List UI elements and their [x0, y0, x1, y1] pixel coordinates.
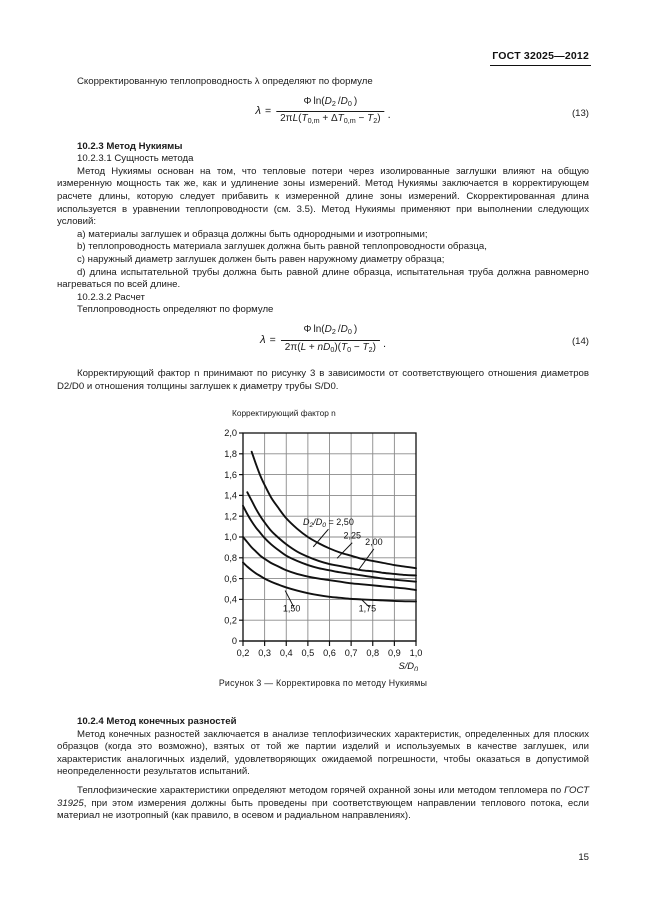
formula-14-lhs: λ: [259, 333, 266, 346]
formula-14: [260, 324, 386, 356]
heading-10-2-4: 10.2.4 Метод конечных разностей: [77, 716, 237, 727]
page-header: [492, 50, 589, 62]
paragraph-nukiyama-essence: Метод Нукиямы основан на том, что тепловые потери через изолированные заглушки влияют на общую измеренную мощность так же, как и удлинение зоны измерений. Метод Нукиямы заключается в корректирующем расчете длины, которую следует прибавить к измеренной длине зоны измерений. Скорректированная длина используется в уравнении теплопроводности (см. 3.5). Метод Нукиямы применяют при выполнении следующих условий:: [57, 165, 589, 228]
fd2-part1: Теплофизические характеристики определяют методом горячей охранной зоны или методом тепломера по: [77, 784, 565, 796]
formula-14-number: (14): [571, 335, 589, 347]
gost-reference: ГОСТ 31925: [57, 784, 589, 809]
x-axis-label: 0,2: [236, 648, 250, 658]
page-number: 15: [578, 852, 589, 863]
paragraph-correction-factor: Корректирующий фактор n принимают по рисунку 3 в зависимости от соответствующего отношения диаметров D2/D0 и отношения толщины заглушек к диаметру трубы S/D0.: [57, 367, 589, 392]
y-axis-label: 0,6: [224, 573, 237, 584]
x-axis-label: 0,9: [387, 648, 401, 658]
y-axis-label: 0,8: [224, 553, 237, 563]
paragraph-finite-difference-1: Метод конечных разностей заключается в анализе теплофизических характеристик, определенных для плоских образцов (когда это возможно), взятых от той же партии изделий и используемых в качестве заглушек, или характеристик аналогичных изделий, удовлетворяющих ожидаемой погрешности, чтобы оказаться в допустимой неопределенности результатов испытаний.: [57, 728, 589, 778]
formula-13-equals: =: [264, 105, 272, 118]
figure-caption: Рисунок 3 — Корректировка по методу Нукиямы: [218, 678, 428, 688]
formula-14-equals: =: [269, 333, 276, 346]
chart-annotation: 2,25: [343, 530, 361, 541]
y-axis-label: 1,4: [224, 490, 237, 501]
x-axis-label: 0,4: [279, 648, 293, 658]
x-axis-label: 0,3: [258, 648, 272, 658]
header-rule: [490, 65, 591, 66]
x-axis-label: 0,7: [344, 648, 358, 658]
condition-c: c) наружный диаметр заглушек должен быть равен наружному диаметру образца;: [77, 253, 445, 265]
chart-annotation: 1,50: [282, 603, 301, 614]
document-body: [57, 76, 589, 393]
formula-14-fraction: [281, 324, 380, 356]
x-axis-label: 0,6: [323, 648, 336, 658]
paragraph-finite-difference-2: [57, 785, 589, 823]
x-axis-label: 0,8: [366, 648, 380, 658]
subheading-10-2-3-2: 10.2.3.2 Расчет: [77, 291, 145, 303]
x-axis-title: $S/D_0$: [398, 660, 418, 671]
condition-b: b) теплопроводность материала заглушек должна быть равной теплопроводности образца,: [77, 241, 487, 253]
intro-paragraph: Скорректированную теплопроводность λ определяют по формуле: [77, 76, 373, 87]
formula-14-row: [57, 324, 589, 358]
y-axis-label: 0,4: [224, 594, 237, 605]
chart-annotation: 2,00: [365, 536, 383, 547]
subheading-10-2-3-1: 10.2.3.1 Сущность метода: [77, 153, 194, 165]
document-body-lower: [57, 716, 589, 823]
chart-curve: [252, 452, 416, 568]
formula-13-lhs: λ: [255, 105, 261, 118]
y-axis-label: 1,8: [224, 449, 237, 459]
condition-d: d) длина испытательной трубы должна быть равной длине образца, испытательная труба должна равномерно нагреваться по всей длине.: [57, 266, 589, 291]
x-axis-label: 1,0: [409, 648, 423, 658]
y-axis-label: 0: [231, 636, 237, 647]
formula-13: [255, 96, 390, 128]
condition-a: a) материалы заглушек и образца должны быть однородными и изотропными;: [77, 228, 428, 240]
formula-13-trailing: .: [387, 109, 391, 122]
formula-13-numerator: Φ $\ln(D_2$ $/D_0$ ): [303, 95, 358, 108]
chart-container: [210, 421, 440, 676]
correction-factor-chart: [210, 421, 440, 671]
chart-annotation: $D_2/D_0 = 2,50$: [302, 517, 354, 530]
calc-lead: Теплопроводность определяют по формуле: [77, 304, 274, 316]
y-axis-label: 1,2: [224, 511, 237, 522]
formula-13-number: (13): [571, 107, 589, 119]
standard-number: ГОСТ 32025—2012: [492, 50, 589, 62]
y-axis-label: 1,6: [224, 469, 237, 480]
x-axis-label: 0,5: [301, 648, 315, 658]
formula-13-fraction: [276, 96, 385, 128]
formula-13-row: [57, 96, 589, 130]
formula-14-denominator: $2\pi(L + nD_0)(T_0 - T_2)$: [284, 341, 376, 354]
formula-14-numerator: Φ $\ln(D_2$ $/D_0$ ): [303, 323, 358, 336]
chart-title: Корректирующий фактор n: [232, 408, 336, 418]
y-axis-label: 1,0: [224, 532, 237, 543]
y-axis-label: 0,2: [224, 615, 237, 626]
heading-10-2-3: 10.2.3 Метод Нукиямы: [77, 140, 183, 152]
chart-annotation: 1,75: [358, 603, 377, 614]
fd2-part2: , при этом измерения должны быть проведены при соответствующем направлении теплового потока, если материал не изотропный (как правило, в осевом и радиальном направлениях).: [57, 797, 589, 822]
y-axis-label: 2,0: [224, 428, 237, 439]
formula-13-denominator: $2\pi L(T_{0,m} + \Delta T_{0,m} - T_2)$: [280, 113, 381, 126]
formula-14-trailing: .: [382, 337, 387, 350]
